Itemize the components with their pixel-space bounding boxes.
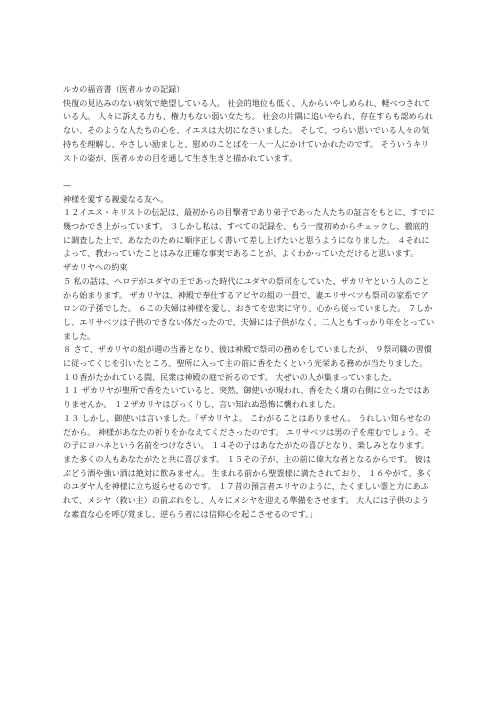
document-body xyxy=(63,83,435,521)
section-divider: — xyxy=(63,179,72,190)
spacer xyxy=(63,165,435,179)
intro-paragraph: 快復の見込みのない病気で絶望している人。 社会的地位も低く、人からいやしめられ、軽べつされている人。 人々に訴える力も、権力もない弱い女たち。 社会の片隅に追いやられ、存在すらも認められない、そのような人たちの心を、イエスは大切になさいました。 そして、つらい思いでいる人々の気持ちを理解し、やさしい励ましと、慰めのことばを一人一人にかけていかれたのです。 そういうキリストの姿が、医者ルカの目を通して生き生きと描かれています。 xyxy=(63,97,433,163)
verse-paragraph-8-10: ８ さて、ザカリヤの組が週の当番となり、彼は神殿で祭司の務めをしていましたが、 ９祭司職の習慣に従ってくじを引いたところ、聖所に入って主の前に香をたくという光栄ある務めが当たりました。 １０香がたかれている間、民衆は神殿の庭で祈るのです。 大ぜいの人が集まっていました。 xyxy=(63,344,432,382)
greeting-line: 神様を愛する親愛なる友へ。 xyxy=(63,193,169,204)
verse-paragraph-11-12: １１ ザカリヤが聖所で香をたいていると、突然、御使いが現われ、香をたく壇の右側に立ったではありませんか。 １２ザカリヤはびっくりし、言い知れぬ恐怖に襲われました。 xyxy=(63,385,430,410)
document-title: ルカの福音書（医者ルカの記録） xyxy=(63,84,185,94)
section-heading: ザカリヤへの約束 xyxy=(63,262,128,273)
verse-paragraph-1-4: １２イエス・キリストの伝記は、最初からの目撃者であり弟子であった人たちの証言をもとに、すでに幾つかでき上がっています。 ３しかし私は、すべての記録を、もう一度初めからチェックし、徹底的に調査した上で、あなたのために順序正しく書いて差し上げたいと思うようになりました。 ４それによって、教わっていたことはみな正確な事実であることが、よくわかっていただけると思います。 xyxy=(63,207,435,259)
verse-paragraph-13-17: １３ しかし、御使いは言いました。「ザカリヤよ。 こわがることはありません。 うれしい知らせなのだから。 神様があなたの祈りをかなえてくださったのです。 エリサベツは男の子を産むでしょう。その子にヨハネという名前をつけなさい。 １４その子はあなたがたの喜びとなり、楽しみとなります。 また多くの人もあなたがたと共に喜びます。 １５その子が、主の前に偉大な者となるからです。 彼はぶどう酒や強い酒は絶対に飲みません。 生まれる前から聖霊様に満たされており、 １６やがて、多くのユダヤ人を神様に立ち返らせるのです。 １７昔の預言者エリヤのように、たくましい霊と力にあふれて、メシヤ（救い主）の前ぶれをし、人々にメシヤを迎える準備をさせます。 大人には子供のような素直な心を呼び覚まし、逆らう者には信仰心を起こさせるのです。」 xyxy=(63,412,433,519)
verse-paragraph-5-7: ５ 私の話は、ヘロデがユダヤの王であった時代にユダヤの祭司をしていた、ザカリヤという人のことから始まります。 ザカリヤは、神殿で奉仕するアビヤの組の一員で、妻エリサベツも祭司の家系でアロンの子孫でした。 ６この夫婦は神様を愛し、おきてを忠実に守り、心から従っていました。 ７しかし、エリサベツは子供のできない体だったので、夫婦には子供がなく、二人ともすっかり年をとっていました。 xyxy=(63,275,435,341)
